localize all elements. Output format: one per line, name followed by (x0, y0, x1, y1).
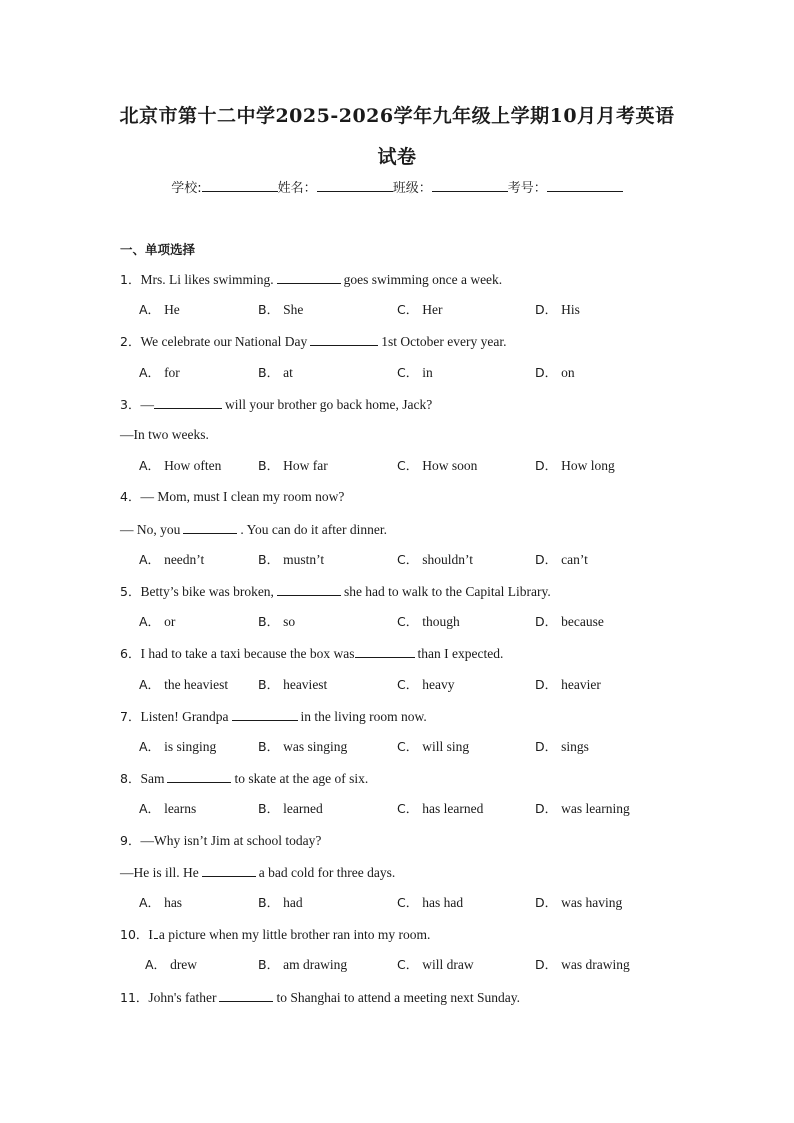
question-text: —He is ill. He (120, 865, 199, 880)
answer-blank (277, 584, 341, 596)
question-9-reply (120, 865, 395, 880)
question-6 (120, 646, 503, 661)
question-text: I (148, 927, 153, 942)
question-number: 10． (120, 927, 149, 942)
option-c: C． will draw (397, 957, 474, 972)
option-a: A． needn’t (139, 552, 205, 567)
class-blank (432, 181, 508, 192)
option-a: A． for (139, 365, 180, 380)
number-label: 考号： (507, 181, 547, 196)
question-number: 4． (120, 489, 141, 504)
question-8 (120, 771, 368, 786)
question-10 (120, 927, 430, 942)
question-number: 5． (120, 584, 141, 599)
question-text: a picture when my little brother ran into my room. (158, 927, 431, 942)
name-label: 姓名： (277, 181, 317, 196)
option-b: B． am drawing (258, 957, 348, 972)
question-text: — (140, 397, 154, 412)
option-a: A． He (139, 302, 180, 317)
question-text: We celebrate our National Day (140, 334, 308, 349)
question-text: — No, you (120, 522, 181, 537)
option-d: D． was having (535, 895, 623, 910)
school-label: 学校: (171, 181, 202, 196)
question-3-reply: —In two weeks. (120, 427, 209, 442)
question-number: 2． (120, 334, 141, 349)
option-d: D． was drawing (535, 957, 630, 972)
section-title: 一、单项选择 (120, 242, 196, 257)
name-blank (317, 181, 393, 192)
question-9 (120, 834, 321, 848)
option-a: A． learns (139, 801, 197, 816)
option-d: D． His (535, 302, 580, 317)
option-d: D． because (535, 614, 604, 629)
question-number: 9． (120, 833, 141, 848)
question-1 (120, 272, 502, 287)
option-b: B． was singing (258, 739, 348, 754)
question-text: in the living room now. (300, 709, 427, 724)
option-d: D． How long (535, 458, 615, 473)
option-b: B． How far (258, 458, 328, 473)
question-text: Listen! Grandpa (140, 709, 229, 724)
answer-blank (167, 771, 231, 783)
question-text: Mrs. Li likes swimming. (140, 272, 274, 287)
option-b: B． so (258, 614, 296, 629)
question-text: — Mom, must I clean my room now? (140, 489, 345, 504)
option-c: C． heavy (397, 677, 455, 692)
answer-blank (183, 522, 237, 534)
exam-title-line2: 试卷 (377, 146, 417, 168)
option-d: D． can’t (535, 552, 588, 567)
option-a: A． is singing (139, 739, 217, 754)
option-b: B． heaviest (258, 677, 328, 692)
question-number: 7． (120, 709, 141, 724)
question-5 (120, 584, 551, 599)
question-text: to skate at the age of six. (234, 771, 369, 786)
question-text: goes swimming once a week. (343, 272, 503, 287)
answer-blank (202, 865, 256, 877)
option-b: B． mustn’t (258, 552, 325, 567)
option-d: D． was learning (535, 801, 630, 816)
school-blank (202, 181, 278, 192)
answer-blank (154, 927, 158, 939)
question-text: John's father (148, 990, 217, 1005)
answer-blank (232, 709, 298, 721)
option-a: A． or (139, 614, 176, 629)
answer-blank (277, 272, 341, 284)
option-b: B． had (258, 895, 303, 910)
question-text: will your brother go back home, Jack? (224, 397, 433, 412)
question-text: to Shanghai to attend a meeting next Sunday. (276, 990, 521, 1005)
option-c: C． has had (397, 895, 464, 910)
answer-blank (154, 397, 222, 409)
question-7 (120, 709, 427, 724)
student-info-row (0, 181, 794, 195)
question-2 (120, 334, 507, 349)
question-number: 6． (120, 646, 141, 661)
option-c: C． though (397, 614, 460, 629)
option-c: C． shouldn’t (397, 552, 473, 567)
answer-blank (219, 990, 273, 1002)
option-c: C． in (397, 365, 433, 380)
option-a: A． the heaviest (139, 677, 229, 692)
question-11 (120, 990, 520, 1005)
option-c: C． has learned (397, 801, 484, 816)
option-b: B． learned (258, 801, 323, 816)
option-b: B． She (258, 302, 304, 317)
question-text: Sam (140, 771, 165, 786)
option-a: A． has (139, 895, 183, 910)
option-a: A． drew (145, 957, 198, 972)
option-b: B． at (258, 365, 293, 380)
option-d: D． on (535, 365, 575, 380)
question-4-reply (120, 522, 387, 537)
option-c: C． will sing (397, 739, 470, 754)
question-text: . You can do it after dinner. (240, 522, 387, 537)
question-number: 3． (120, 397, 141, 412)
question-4 (120, 490, 344, 504)
class-label: 班级： (392, 181, 432, 196)
option-c: C． How soon (397, 458, 478, 473)
question-3 (120, 397, 432, 412)
answer-blank (355, 646, 415, 658)
question-text: than I expected. (417, 646, 504, 661)
question-text: a bad cold for three days. (258, 865, 396, 880)
question-text: Betty’s bike was broken, (140, 584, 274, 599)
option-d: D． heavier (535, 677, 601, 692)
question-text: 1st October every year. (381, 334, 507, 349)
question-text: she had to walk to the Capital Library. (343, 584, 551, 599)
option-d: D． sings (535, 739, 589, 754)
question-number: 11． (120, 990, 149, 1005)
answer-blank (310, 334, 378, 346)
question-text: —Why isn’t Jim at school today? (140, 833, 322, 848)
option-c: C． Her (397, 302, 443, 317)
question-number: 8． (120, 771, 141, 786)
number-blank (547, 181, 623, 192)
option-a: A． How often (139, 458, 222, 473)
question-text: I had to take a taxi because the box was (140, 646, 355, 661)
exam-title-line1: 北京市第十二中学2025-2026学年九年级上学期10月月考英语 (119, 105, 675, 127)
question-number: 1． (120, 272, 141, 287)
